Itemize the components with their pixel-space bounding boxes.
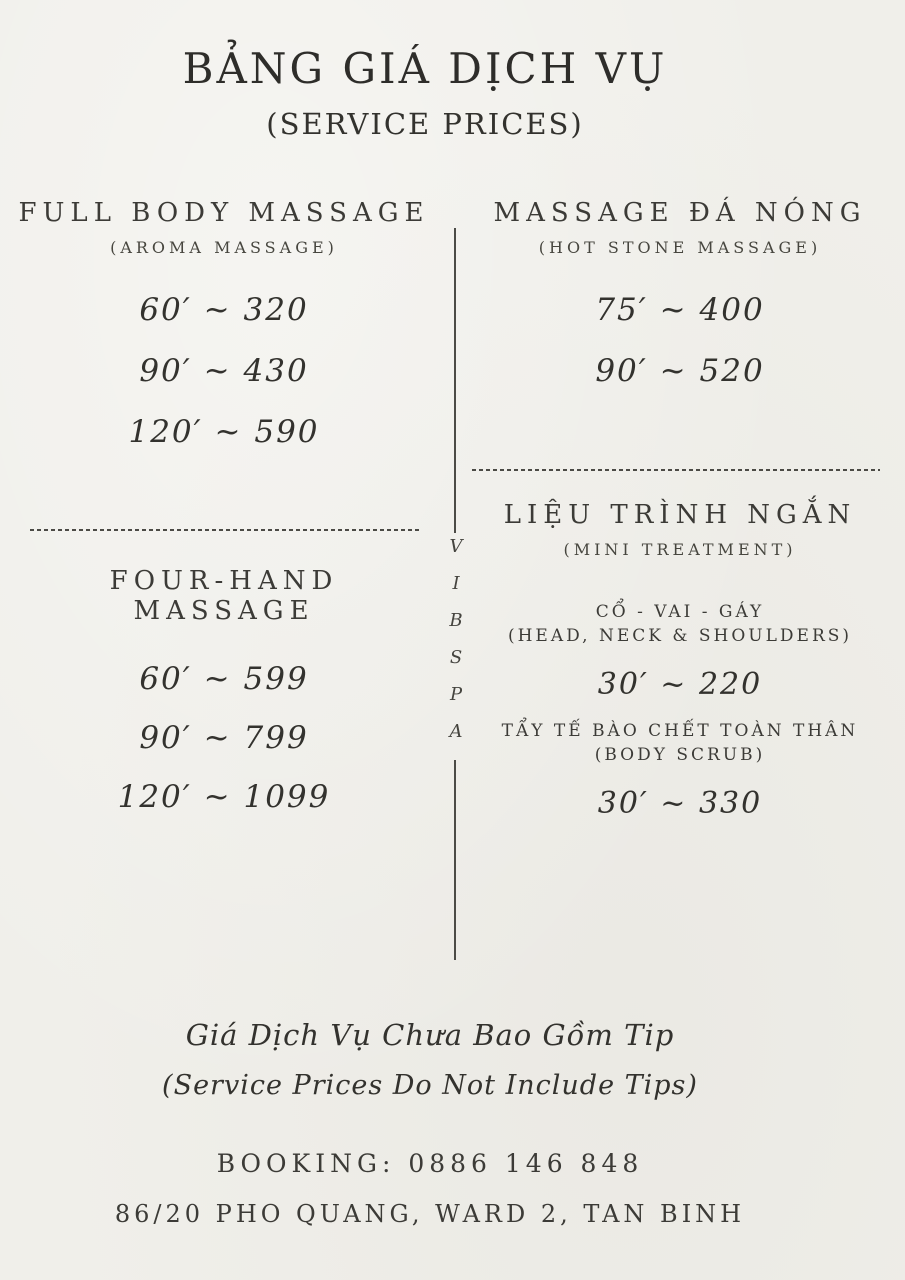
treatment-name: CỔ - VAI - GÁY <box>595 602 765 622</box>
tip-note-english: (Service Prices Do Not Include Tips) <box>162 1070 698 1101</box>
price-row: 75′ ~ 400 <box>595 292 765 328</box>
brand-letter: S <box>449 647 463 668</box>
section-subtitle: (MINI TREATMENT) <box>563 540 797 559</box>
treatment-item <box>470 720 890 819</box>
vertical-divider-bottom <box>454 760 456 960</box>
page-subtitle: (SERVICE PRICES) <box>266 107 584 141</box>
section-title: FULL BODY MASSAGE <box>18 198 430 228</box>
brand-letter: P <box>449 684 463 705</box>
section-title: LIỆU TRÌNH NGẮN <box>503 500 857 530</box>
section-subtitle: (AROMA MASSAGE) <box>110 238 338 257</box>
brand-vertical-text <box>442 538 470 741</box>
treatment-price: 30′ ~ 220 <box>597 666 763 702</box>
address-line: 86/20 PHO QUANG, WARD 2, TAN BINH <box>114 1200 746 1228</box>
treatment-price: 30′ ~ 330 <box>597 785 763 821</box>
price-row: 90′ ~ 430 <box>139 353 309 389</box>
price-row: 90′ ~ 799 <box>139 720 309 756</box>
section-full-body-massage <box>18 198 430 478</box>
price-row: 60′ ~ 599 <box>139 661 309 697</box>
page-footer <box>0 1018 860 1228</box>
brand-letter: B <box>449 610 463 631</box>
treatment-item <box>470 601 890 700</box>
price-row: 120′ ~ 590 <box>128 414 320 450</box>
treatment-subname: (BODY SCRUB) <box>594 744 766 765</box>
page-title: BẢNG GIÁ DỊCH VỤ <box>182 44 668 93</box>
dashed-divider-right <box>472 469 880 471</box>
price-row: 120′ ~ 1099 <box>117 779 331 815</box>
section-mini-treatment <box>470 500 890 819</box>
price-list <box>470 292 890 389</box>
section-hot-stone-massage <box>470 198 890 417</box>
section-title: FOUR-HAND MASSAGE <box>109 566 339 626</box>
brand-letter: A <box>449 721 463 742</box>
section-subtitle: (HOT STONE MASSAGE) <box>538 238 822 257</box>
tip-note-vietnamese: Giá Dịch Vụ Chưa Bao Gồm Tip <box>185 1018 675 1052</box>
page-header <box>0 44 850 141</box>
price-row: 90′ ~ 520 <box>595 353 765 389</box>
vertical-divider-top <box>454 228 456 533</box>
treatment-subname: (HEAD, NECK & SHOULDERS) <box>507 625 853 646</box>
dashed-divider-left <box>30 529 422 531</box>
price-list <box>18 292 430 450</box>
brand-letter: V <box>449 536 463 557</box>
treatment-name: TẨY TẾ BÀO CHẾT TOÀN THÂN <box>501 720 859 741</box>
price-list <box>18 661 430 815</box>
section-title: MASSAGE ĐÁ NÓNG <box>493 198 867 228</box>
price-row: 60′ ~ 320 <box>139 292 309 328</box>
booking-phone: BOOKING: 0886 146 848 <box>216 1149 644 1178</box>
section-four-hand-massage <box>18 566 430 841</box>
brand-letter: I <box>452 573 460 594</box>
